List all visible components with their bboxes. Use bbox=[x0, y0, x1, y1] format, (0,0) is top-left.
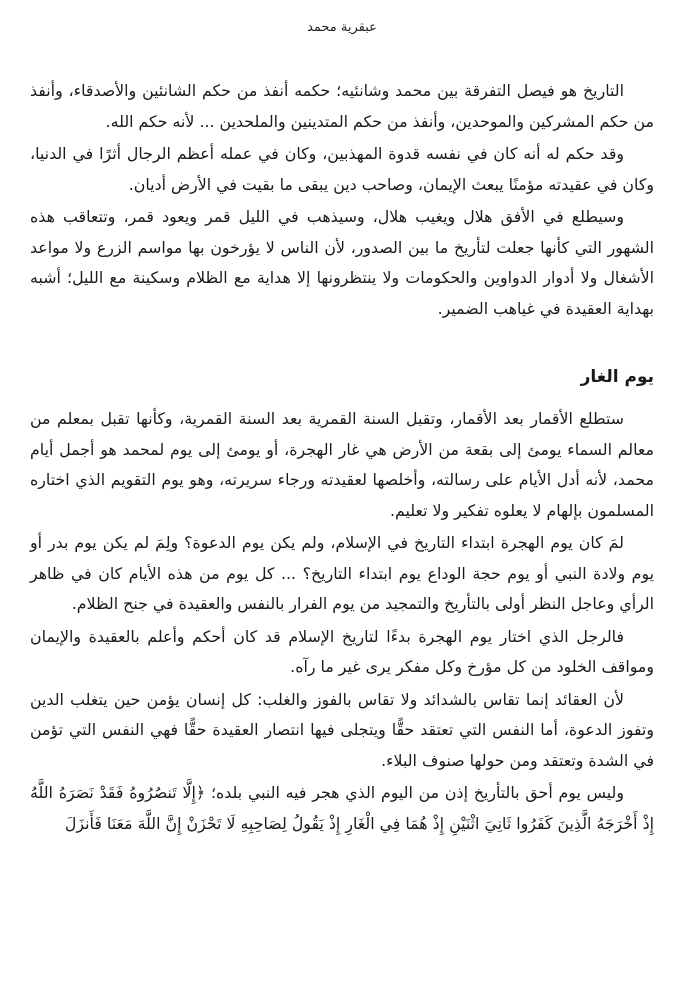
section-heading: يوم الغار bbox=[580, 367, 654, 387]
running-head: عبقرية محمد bbox=[307, 20, 377, 35]
paragraph: فالرجل الذي اختار يوم الهجرة بدءًا لتاريخ الإسلام قد كان أحكم وأعلم بالعقيدة والإيمان ومواقف الخلود من كل مؤرخ وكل مفكر يرى غير ما رآه. bbox=[30, 626, 654, 676]
paragraph: لمَ كان يوم الهجرة ابتداء التاريخ في الإسلام، ولم يكن يوم الدعوة؟ ولِمَ لم يكن يوم بدر أو يوم ولادة النبي أو يوم حجة الوداع يوم ابتداء التاريخ؟ ... كل يوم من هذه الأيام كان في ظاهر الرأي وعاجل النظر أولى بالتأريخ والتمجيد من يوم الفرار بالنفس والعقيدة في جنح الظلام. bbox=[30, 533, 654, 613]
paragraph: التاريخ هو فيصل التفرقة بين محمد وشانئيه؛ حكمه أنفذ من حكم الشانئين والأصدقاء، وأنفذ من حكم المشركين والموحدين، وأنفذ من حكم المتدينين والملحدين ... لأنه حكم الله. bbox=[30, 81, 654, 131]
paragraph: وقد حكم له أنه كان في نفسه قدوة المهذبين، وكان في عمله أعظم الرجال أثرًا في الدنيا، وكان في عقيدته مؤمنًا يبعث الإيمان، وصاحب دين يبقى ما بقيت في الأرض أديان. bbox=[30, 144, 654, 194]
paragraph: وليس يوم أحق بالتأريخ إذن من اليوم الذي هجر فيه النبي بلده؛ ﴿إِلَّا تَنصُرُوهُ فَقَدْ نَصَرَهُ اللَّهُ إِذْ أَخْرَجَهُ الَّذِينَ كَفَرُوا ثَانِيَ اثْنَيْنِ إِذْ هُمَا فِي الْغَارِ إِذْ يَقُولُ لِصَاحِبِهِ لَا تَحْزَنْ إِنَّ اللَّهَ مَعَنَا فَأَنزَلَ bbox=[30, 783, 654, 833]
paragraph: ستطلع الأقمار بعد الأقمار، وتقبل السنة القمرية بعد السنة القمرية، وكأنها تقبل بمعلم من معالم السماء يومئ إلى بقعة من الأرض هي غار الهجرة، أو يومئ إلى يوم لمحمد هو أجمل أيام محمد، لأنه أدل الأيام على رسالته، وأخلصها لعقيدته ورجاء سريرته، وهو يوم التقويم الذي اختاره المسلمون بإلهام لا يعلوه تفكير ولا تعليم. bbox=[30, 409, 654, 520]
paragraph: وسيطلع في الأفق هلال ويغيب هلال، وسيذهب في الليل قمر ويعود قمر، وتتعاقب هذه الشهور التي كأنها جعلت لتأريخ ما بين الصدور، لأن الناس لا يؤرخون بها مواسم الزرع ولا مواعد الأشغال ولا أدوار الدواوين والحكومات ولا ينتظرونها إلا هداية مع الظلام وسكينة مع الليل؛ أشبه بهداية العقيدة في غياهب الضمير. bbox=[30, 207, 654, 318]
paragraph: لأن العقائد إنما تقاس بالشدائد ولا تقاس بالفوز والغلب: كل إنسان يؤمن حين يتغلب الدين وتفوز الدعوة، أما النفس التي تعتقد حقًّا ويتجلى فيها انتصار العقيدة حقًّا فهي النفس التي تؤمن في الشدة وتعتقد ومن حولها صنوف البلاء. bbox=[30, 689, 654, 770]
